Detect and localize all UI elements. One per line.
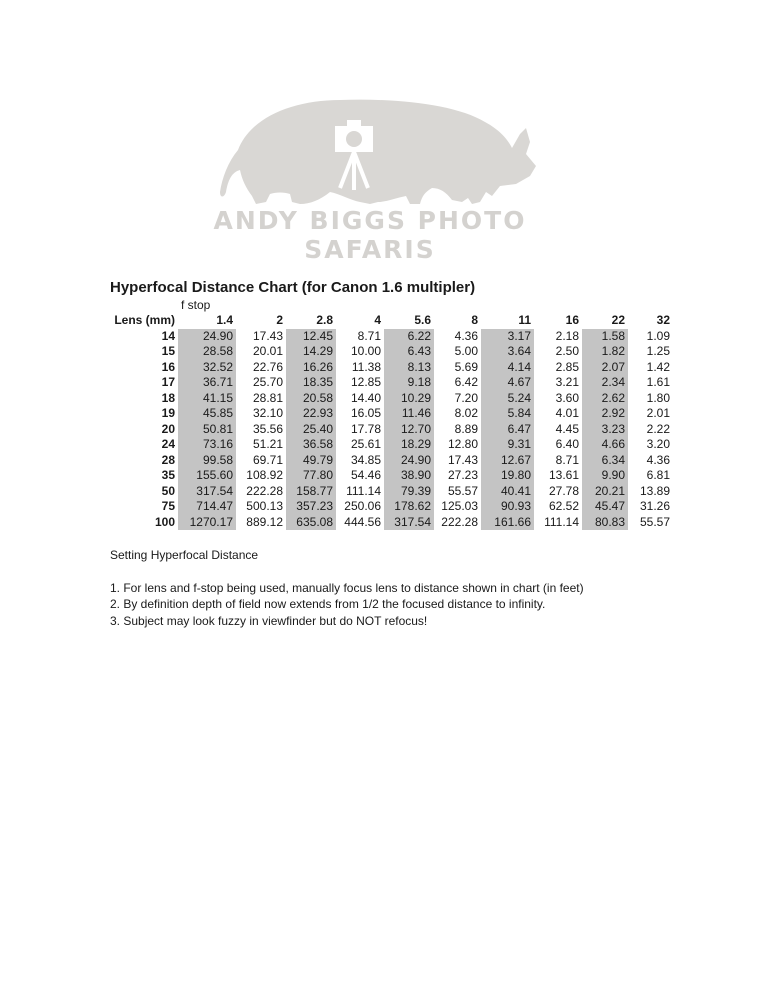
distance-cell: 5.24 (481, 391, 534, 407)
distance-cell: 25.70 (252, 375, 283, 389)
lens-value: 75 (161, 499, 175, 513)
distance-cell: 25.61 (350, 437, 381, 451)
distance-cell: 4.66 (582, 437, 628, 453)
distance-cell: 3.60 (555, 390, 579, 405)
distance-cell: 111.14 (544, 514, 579, 529)
distance-cell: 6.22 (384, 329, 434, 345)
distance-cell: 1.82 (582, 344, 628, 360)
fstop-header: 32 (656, 313, 670, 327)
header-row (109, 313, 673, 329)
distance-cell: 500.13 (246, 499, 283, 513)
distance-cell: 13.61 (548, 468, 579, 482)
distance-cell: 16.05 (350, 406, 381, 420)
distance-cell: 62.52 (548, 499, 579, 513)
distance-cell: 19.80 (481, 468, 534, 484)
lens-value: 19 (161, 406, 175, 420)
distance-cell: 1.58 (582, 329, 628, 345)
distance-cell: 5.84 (481, 406, 534, 422)
distance-cell: 17.43 (252, 328, 283, 343)
table-row (109, 499, 673, 515)
lens-header: Lens (mm) (114, 313, 175, 327)
distance-cell: 49.79 (286, 453, 336, 469)
distance-cell: 45.47 (582, 499, 628, 515)
distance-cell: 54.46 (350, 468, 381, 482)
note-item: 3. Subject may look fuzzy in viewfinder but do NOT refocus! (110, 613, 428, 628)
distance-cell: 17.78 (350, 421, 381, 436)
distance-cell: 8.13 (384, 360, 434, 376)
distance-cell: 6.34 (582, 453, 628, 469)
fstop-header: 2 (276, 313, 283, 327)
distance-cell: 317.54 (384, 515, 434, 531)
distance-cell: 69.71 (252, 452, 283, 467)
table-row (109, 453, 673, 469)
distance-cell: 6.40 (555, 437, 579, 451)
distance-cell: 12.80 (447, 437, 478, 451)
lens-value: 14 (161, 328, 175, 343)
table-row (109, 515, 673, 531)
distance-cell: 9.90 (582, 468, 628, 484)
lens-value: 17 (161, 375, 175, 389)
distance-cell: 55.57 (447, 483, 478, 498)
distance-cell: 12.70 (384, 422, 434, 438)
lens-value: 50 (161, 483, 175, 498)
distance-cell: 80.83 (582, 515, 628, 531)
lens-value: 24 (161, 437, 175, 451)
table-row (109, 406, 673, 422)
distance-cell: 444.56 (344, 514, 381, 529)
distance-cell: 18.35 (286, 375, 336, 391)
lens-value: 18 (161, 390, 175, 405)
chart-title: Hyperfocal Distance Chart (for Canon 1.6 multipler) (110, 279, 476, 296)
lens-value: 15 (161, 344, 175, 358)
distance-cell: 2.85 (555, 359, 579, 374)
distance-cell: 11.38 (351, 359, 381, 374)
distance-cell: 6.42 (454, 375, 478, 389)
table-row (109, 422, 673, 438)
distance-cell: 3.20 (646, 437, 670, 451)
lens-value: 20 (161, 421, 175, 436)
table-row (109, 375, 673, 391)
distance-cell: 2.07 (582, 360, 628, 376)
distance-cell: 16.26 (286, 360, 336, 376)
distance-cell: 3.17 (481, 329, 534, 345)
distance-cell: 17.43 (447, 452, 478, 467)
distance-cell: 24.90 (384, 453, 434, 469)
distance-cell: 14.29 (286, 344, 336, 360)
distance-cell: 25.40 (286, 422, 336, 438)
distance-cell: 1.42 (646, 359, 670, 374)
distance-cell: 4.36 (454, 328, 478, 343)
distance-cell: 161.66 (481, 515, 534, 531)
distance-cell: 20.58 (286, 391, 336, 407)
table-row (109, 484, 673, 500)
distance-cell: 35.56 (252, 421, 283, 436)
distance-cell: 2.18 (555, 328, 579, 343)
lens-value: 28 (161, 452, 175, 467)
distance-cell: 7.20 (454, 390, 478, 405)
distance-cell: 1.61 (646, 375, 670, 389)
distance-cell: 8.71 (357, 328, 381, 343)
distance-cell: 2.22 (646, 421, 670, 436)
fstop-header: 22 (611, 313, 625, 327)
distance-cell: 4.36 (646, 452, 670, 467)
distance-cell: 2.01 (646, 406, 670, 420)
fstop-header: 4 (374, 313, 381, 327)
distance-cell: 3.23 (582, 422, 628, 438)
distance-cell: 27.23 (447, 468, 478, 482)
distance-cell: 6.47 (481, 422, 534, 438)
fstop-header: 1.4 (216, 313, 233, 327)
distance-cell: 10.00 (350, 344, 381, 358)
distance-cell: 20.01 (252, 344, 283, 358)
distance-cell: 1.80 (646, 390, 670, 405)
distance-cell: 158.77 (286, 484, 336, 500)
distance-cell: 3.21 (555, 375, 579, 389)
distance-cell: 14.40 (350, 390, 381, 405)
table-row (109, 437, 673, 453)
distance-cell: 1270.17 (178, 515, 236, 531)
distance-cell: 111.14 (346, 483, 381, 498)
distance-cell: 12.67 (481, 453, 534, 469)
distance-cell: 36.58 (286, 437, 336, 453)
distance-cell: 6.43 (384, 344, 434, 360)
lens-value: 100 (154, 514, 175, 529)
distance-cell: 178.62 (384, 499, 434, 515)
distance-cell: 32.10 (252, 406, 283, 420)
table-row (109, 344, 673, 360)
distance-cell: 714.47 (178, 499, 236, 515)
notes-heading: Setting Hyperfocal Distance (110, 548, 259, 562)
distance-cell: 51.21 (252, 437, 283, 451)
distance-cell: 10.29 (384, 391, 434, 407)
distance-cell: 22.93 (286, 406, 336, 422)
distance-cell: 9.18 (384, 375, 434, 391)
distance-cell: 22.76 (252, 359, 283, 374)
distance-cell: 4.67 (481, 375, 534, 391)
fstop-header: 16 (565, 313, 579, 327)
note-item: 2. By definition depth of field now extends from 1/2 the focused distance to infinity. (110, 597, 546, 611)
distance-cell: 357.23 (286, 499, 336, 515)
distance-cell: 41.15 (178, 391, 236, 407)
distance-cell: 55.57 (639, 514, 670, 529)
distance-cell: 889.12 (246, 514, 283, 529)
distance-cell: 8.02 (454, 406, 478, 420)
table-body (109, 313, 673, 530)
distance-cell: 222.28 (246, 483, 283, 498)
distance-cell: 36.71 (178, 375, 236, 391)
distance-cell: 99.58 (178, 453, 236, 469)
distance-cell: 13.89 (639, 483, 670, 498)
lens-value: 35 (161, 468, 175, 482)
distance-cell: 38.90 (384, 468, 434, 484)
distance-cell: 50.81 (178, 422, 236, 438)
distance-cell: 90.93 (481, 499, 534, 515)
note-item: 1. For lens and f-stop being used, manually focus lens to distance shown in chart (in feet) (110, 580, 584, 595)
distance-cell: 45.85 (178, 406, 236, 422)
distance-cell: 79.39 (384, 484, 434, 500)
lens-value: 16 (161, 359, 175, 374)
distance-cell: 4.14 (481, 360, 534, 376)
hyperfocal-table (109, 313, 673, 530)
distance-cell: 40.41 (481, 484, 534, 500)
fstop-header: 5.6 (414, 313, 431, 327)
distance-cell: 18.29 (384, 437, 434, 453)
distance-cell: 2.50 (555, 344, 579, 358)
distance-cell: 5.69 (454, 359, 478, 374)
distance-cell: 11.46 (384, 406, 434, 422)
notes-section (110, 547, 584, 629)
distance-cell: 2.34 (582, 375, 628, 391)
distance-cell: 9.31 (481, 437, 534, 453)
distance-cell: 8.89 (454, 421, 478, 436)
distance-cell: 28.81 (252, 390, 283, 405)
distance-cell: 2.62 (582, 391, 628, 407)
distance-cell: 77.80 (286, 468, 336, 484)
distance-cell: 6.81 (646, 468, 670, 482)
fstop-header: 2.8 (316, 313, 333, 327)
table-row (109, 468, 673, 484)
distance-cell: 155.60 (178, 468, 236, 484)
distance-cell: 317.54 (178, 484, 236, 500)
distance-cell: 250.06 (344, 499, 381, 513)
distance-cell: 31.26 (639, 499, 670, 513)
fstop-label: f stop (181, 298, 211, 312)
fstop-header: 11 (518, 313, 531, 327)
distance-cell: 27.78 (548, 483, 579, 498)
distance-cell: 222.28 (441, 514, 478, 529)
distance-cell: 34.85 (350, 452, 381, 467)
distance-cell: 12.45 (286, 329, 336, 345)
fstop-header: 8 (471, 313, 478, 327)
distance-cell: 2.92 (582, 406, 628, 422)
distance-cell: 28.58 (178, 344, 236, 360)
table-row (109, 360, 673, 376)
distance-cell: 3.64 (481, 344, 534, 360)
distance-cell: 73.16 (178, 437, 236, 453)
distance-cell: 24.90 (178, 329, 236, 345)
table-row (109, 391, 673, 407)
distance-cell: 4.45 (555, 421, 579, 436)
distance-cell: 12.85 (350, 375, 381, 389)
distance-cell: 108.92 (246, 468, 283, 482)
table-row (109, 329, 673, 345)
distance-cell: 5.00 (454, 344, 478, 358)
logo-text: ANDY BIGGS PHOTO SAFARIS (213, 206, 527, 264)
distance-cell: 20.21 (582, 484, 628, 500)
distance-cell: 4.01 (555, 406, 579, 420)
distance-cell: 1.09 (646, 328, 670, 343)
distance-cell: 8.71 (555, 452, 579, 467)
distance-cell: 635.08 (286, 515, 336, 531)
distance-cell: 125.03 (441, 499, 478, 513)
distance-cell: 1.25 (646, 344, 670, 358)
distance-cell: 32.52 (178, 360, 236, 376)
